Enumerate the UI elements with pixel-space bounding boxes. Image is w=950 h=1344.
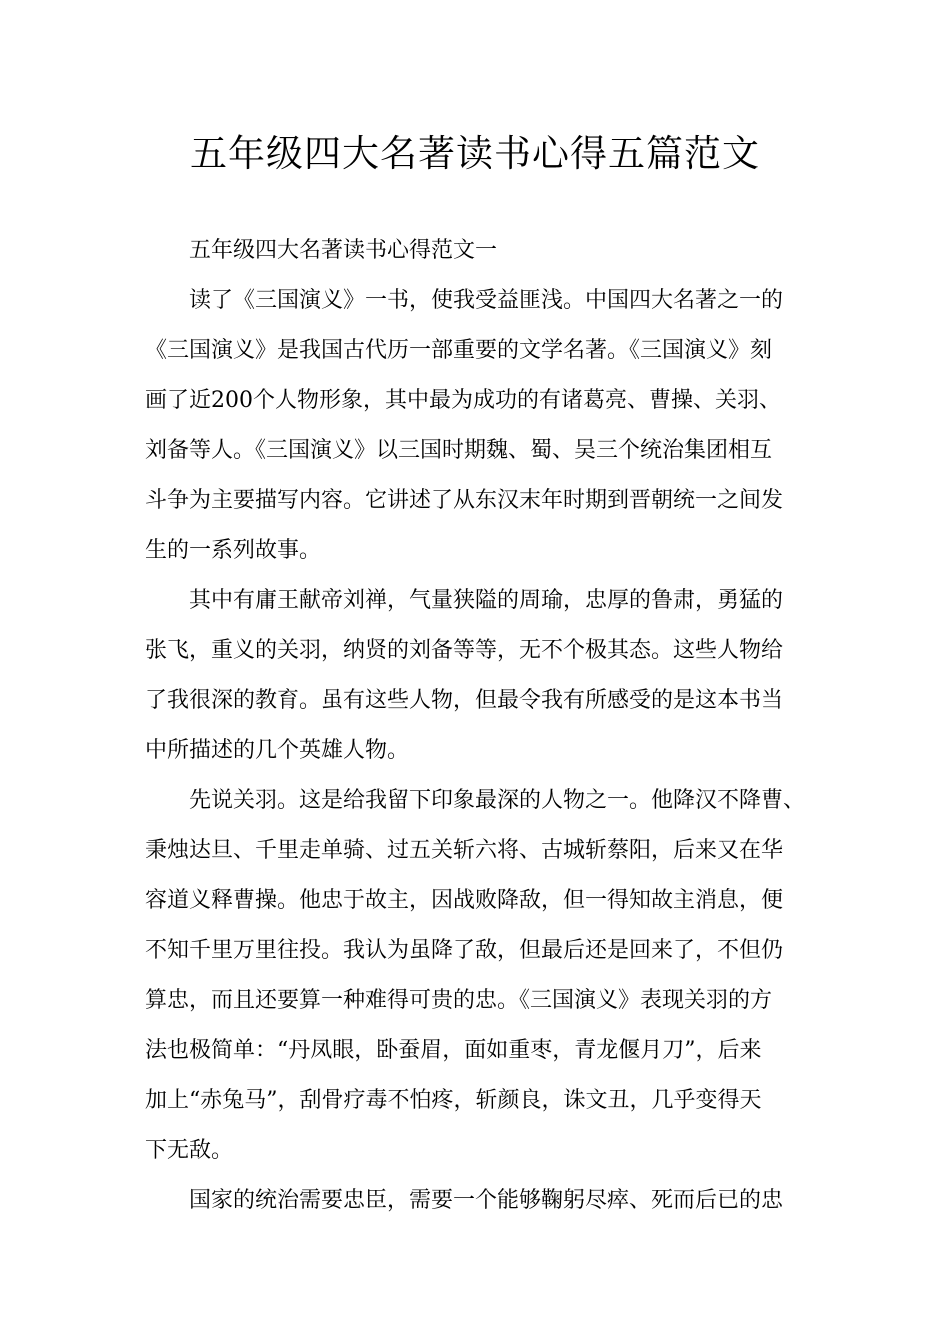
text-line: 斗争为主要描写内容。它讲述了从东汉末年时期到晋朝统一之间发 (145, 488, 784, 513)
text-line: 不知千里万里往投。我认为虽降了敌，但最后还是回来了，不但仍 (145, 938, 784, 963)
text-line: 其中有庸王献帝刘禅，气量狭隘的周瑜，忠厚的鲁肃，勇猛的 (189, 588, 784, 613)
text-line: 《三国演义》是我国古代历一部重要的文学名著。《三国演义》刻 (145, 338, 773, 363)
text-line: 算忠，而且还要算一种难得可贵的忠。《三国演义》表现关羽的方 (145, 988, 773, 1013)
text-line: 加上“赤兔马”，刮骨疗毒不怕疼，斩颜良，诛文丑，几乎变得天 (145, 1088, 762, 1113)
text-line: 张飞，重义的关羽，纳贤的刘备等等，无不个极其态。这些人物给 (145, 638, 784, 663)
text-line: 国家的统治需要忠臣，需要一个能够鞠躬尽瘁、死而后已的忠 (189, 1188, 784, 1213)
text-line: 先说关羽。这是给我留下印象最深的人物之一。他降汉不降曹、 (189, 788, 806, 813)
text-line: 秉烛达旦、千里走单骑、过五关斩六将、古城斩蔡阳，后来又在华 (145, 838, 784, 863)
text-line: 了我很深的教育。虽有这些人物，但最令我有所感受的是这本书当 (145, 688, 784, 713)
text-line: 下无敌。 (145, 1138, 234, 1163)
text-line: 读了《三国演义》一书，使我受益匪浅。中国四大名著之一的 (189, 288, 784, 313)
text-line: 法也极简单：“丹凤眼，卧蚕眉，面如重枣，青龙偃月刀”，后来 (145, 1038, 762, 1063)
text-line: 中所描述的几个英雄人物。 (145, 738, 410, 763)
document-body (145, 226, 815, 1226)
text-line: 五年级四大名著读书心得范文一 (189, 238, 498, 263)
text-line: 生的一系列故事。 (145, 538, 322, 563)
document-title: 五年级四大名著读书心得五篇范文 (190, 132, 760, 175)
text-line: 画了近200个人物形象，其中最为成功的有诸葛亮、曹操、关羽、 (145, 388, 781, 413)
text-line: 容道义释曹操。他忠于故主，因战败降敌，但一得知故主消息，便 (145, 888, 784, 913)
text-line: 刘备等人。《三国演义》以三国时期魏、蜀、吴三个统治集团相互 (145, 438, 773, 463)
